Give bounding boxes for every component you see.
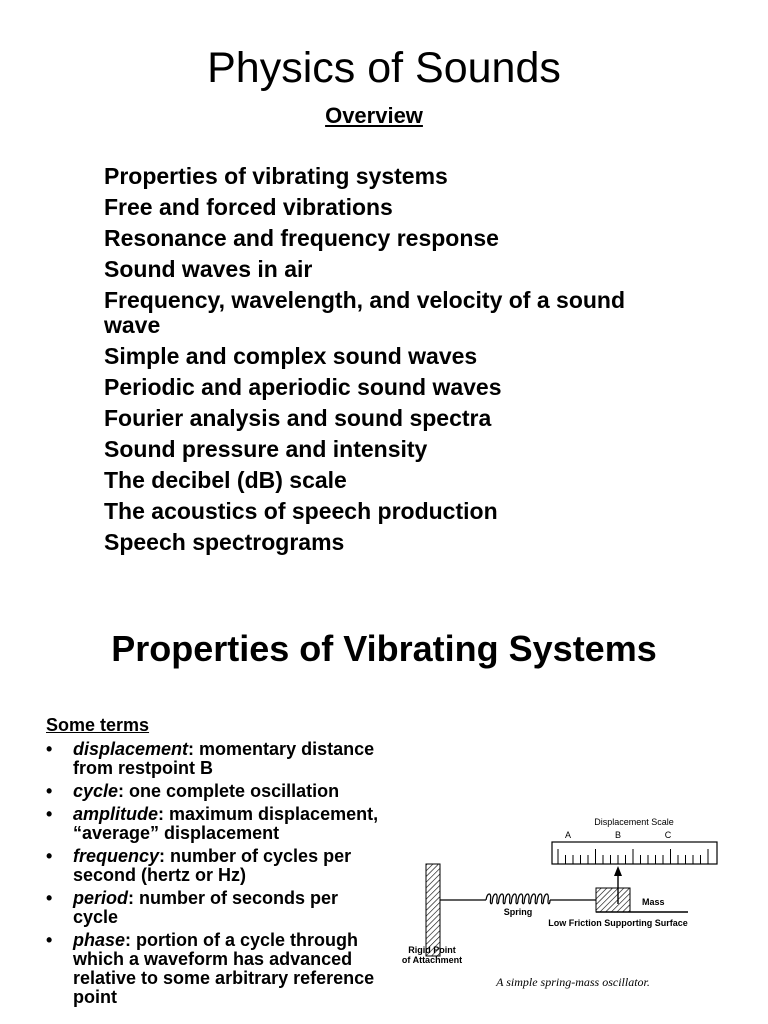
term-definition: : portion of a cycle through which a waveform has advanced relative to some arbitrary reference point [73, 930, 375, 1007]
mass-label: Mass [642, 897, 665, 907]
topic-item: Free and forced vibrations [104, 194, 393, 220]
term-item [46, 847, 386, 885]
mass-block [596, 888, 630, 912]
surface-label: Low Friction Supporting Surface [548, 918, 688, 928]
term-definition: : maximum displacement, “average” displacement [73, 804, 379, 843]
bullet: • [46, 804, 53, 824]
point-a-label: A [564, 830, 572, 840]
term-word: displacement [73, 739, 189, 759]
topic-item: Fourier analysis and sound spectra [104, 405, 492, 431]
term-word: phase [73, 930, 126, 950]
spring-mass-figure [398, 808, 728, 998]
term-definition: : number of cycles per second (hertz or Hz) [73, 846, 352, 885]
spring-mass-diagram [398, 808, 728, 998]
spring-coil [486, 894, 550, 904]
bullet: • [46, 846, 53, 866]
term-definition: : one complete oscillation [118, 781, 340, 801]
bullet: • [46, 888, 53, 908]
point-c-label: C [664, 830, 672, 840]
term-word: frequency [73, 846, 160, 866]
term-word: amplitude [73, 804, 159, 824]
topic-item: Sound waves in air [104, 256, 313, 282]
topic-item: Periodic and aperiodic sound waves [104, 374, 502, 400]
term-item [46, 782, 386, 801]
bullet: • [46, 930, 53, 950]
topic-list [104, 164, 644, 561]
topic-item: Speech spectrograms [104, 529, 345, 555]
scale-label: Displacement Scale [594, 817, 674, 827]
bullet: • [46, 781, 53, 801]
topic-item: Sound pressure and intensity [104, 436, 428, 462]
pointer-arrowhead [614, 866, 622, 876]
term-item [46, 931, 386, 1007]
term-word: period [73, 888, 129, 908]
bullet: • [46, 739, 53, 759]
term-item [46, 805, 386, 843]
point-b-label: B [614, 830, 622, 840]
terms-heading: Some terms [46, 715, 150, 735]
term-definition: : number of seconds per cycle [73, 888, 339, 927]
rigid-point-label-line2: of Attachment [401, 955, 463, 965]
term-word: cycle [73, 781, 119, 801]
scale-ruler [552, 842, 717, 864]
page-title: Physics of Sounds [207, 44, 561, 92]
rigid-point-label: Rigid Point [408, 945, 456, 955]
terms-list [46, 740, 386, 1011]
topic-item: Properties of vibrating systems [104, 163, 448, 189]
spring-label: Spring [503, 907, 533, 917]
topic-item: Frequency, wavelength, and velocity of a sound wave [104, 287, 626, 338]
overview-heading: Overview [325, 103, 423, 128]
scale-ticks [558, 849, 708, 864]
term-item [46, 889, 386, 927]
term-item [46, 740, 386, 778]
term-definition: : momentary distance from restpoint B [73, 739, 375, 778]
rigid-wall [426, 864, 440, 956]
topic-item: Resonance and frequency response [104, 225, 499, 251]
topic-item: The decibel (dB) scale [104, 467, 347, 493]
figure-caption: A simple spring-mass oscillator. [496, 975, 650, 989]
topic-item: Simple and complex sound waves [104, 343, 478, 369]
topic-item: The acoustics of speech production [104, 498, 498, 524]
section-title: Properties of Vibrating Systems [111, 628, 657, 669]
